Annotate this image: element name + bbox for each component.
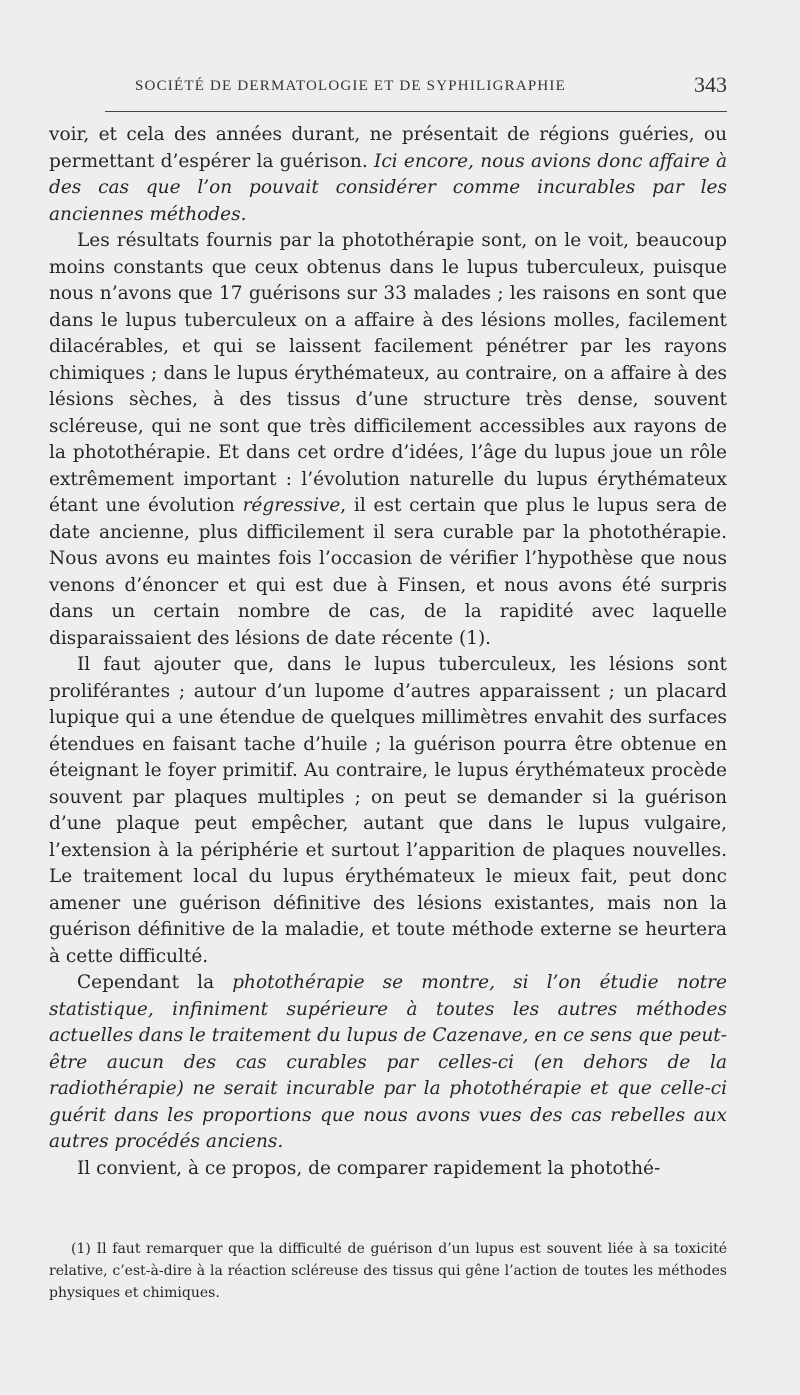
paragraph-1-text: voir, et cela des années durant, ne présentait de régions guéries, ou permettant d’espérer la guérison. [49,124,727,172]
paragraph-3: Il faut ajouter que, dans le lupus tuberculeux, les lésions sont proliférantes ; autour d’un lupome d’autres apparaissent ; un placard lupique qui a une étendue de quelques millimètres envahit des surfaces étendues en faisant tache d’huile ; la guérison pourra être obtenue en éteignant le foyer primitif. Au contraire, le lupus érythémateux procède souvent par plaques multiples ; on peut se demander si la guérison d’une plaque peut empêcher, autant que dans le lupus vulgaire, l’extension à la périphérie et surtout l’apparition de plaques nouvelles. Le traitement local du lupus érythémateux le mieux fait, peut donc amener une guérison définitive des lésions existantes, mais non la guérison définitive de la maladie, et toute méthode externe se heurtera à cette difficulté. [49,654,727,967]
footnotes [49,1238,727,1304]
header-rule [105,111,727,112]
footnote-1: (1) Il faut remarquer que la difficulté de guérison d’un lupus est souvent liée à sa toxicité relative, c’est-à-dire à la réaction scléreuse des tissus qui gêne l’action de toutes les méthodes physiques et chimiques. [49,1241,727,1301]
paragraph-2-italic: régressive [242,495,341,516]
paragraph-5: Il convient, à ce propos, de comparer rapidement la photothé- [77,1157,661,1179]
paragraph-4-text: Cependant la [77,972,233,993]
paragraph-2-text-a: Les résultats fournis par la photothérapie sont, on le voit, beaucoup moins constants que ceux obtenus dans le lupus tuberculeux, puisque nous n’avons que 17 guérisons sur 33 malades ; les raisons en sont que dans le lupus tuberculeux on a affaire à des lésions molles, facilement dilacérables, et qui se laissent facilement pénétrer par les rayons chimiques ; dans le lupus érythémateux, au contraire, on a affaire à des lésions sèches, à des tissus d’une structure très dense, souvent scléreuse, qui ne sont que très difficilement accessibles aux rayons de la photothérapie. Et dans cet ordre d’idées, l’âge du lupus joue un rôle extrêmement important : l’évolution naturelle du lupus érythémateux étant une évolution [49,230,727,516]
main-text [49,122,727,1182]
paragraph-2 [49,228,727,652]
paragraph-4 [49,970,727,1156]
paragraph-4-italic: photothérapie se montre, si l’on étudie notre statistique, infiniment supérieure à toutes les autres méthodes actuelles dans le traitement du lupus de Cazenave, en ce sens que peut-être aucun des cas curables par celles-ci (en dehors de la radiothérapie) ne serait incurable par la photothérapie et que celle-ci guérit dans les proportions que nous avons vues des cas rebelles aux autres procédés anciens. [49,972,727,1152]
paragraph-1-italic: Ici encore, nous avions donc affaire à des cas que l’on pouvait considérer comme incurables par les anciennes méthodes. [49,150,727,225]
paragraph-2-text-b: , il est certain que plus le lupus sera de date ancienne, plus difficilement il sera curable par la photothérapie. Nous avons eu maintes fois l’occasion de vérifier l’hypothèse que nous venons d’énoncer et qui est due à Finsen, et nous avons été surpris dans un certain nombre de cas, de la rapidité avec laquelle disparaissaient des lésions de date récente (1). [49,495,727,649]
paragraph-1 [49,122,727,228]
running-title: SOCIÉTÉ DE DERMATOLOGIE ET DE SYPHILIGRAPHIE [135,78,566,94]
page-header [105,72,727,102]
page-number: 343 [694,72,727,97]
